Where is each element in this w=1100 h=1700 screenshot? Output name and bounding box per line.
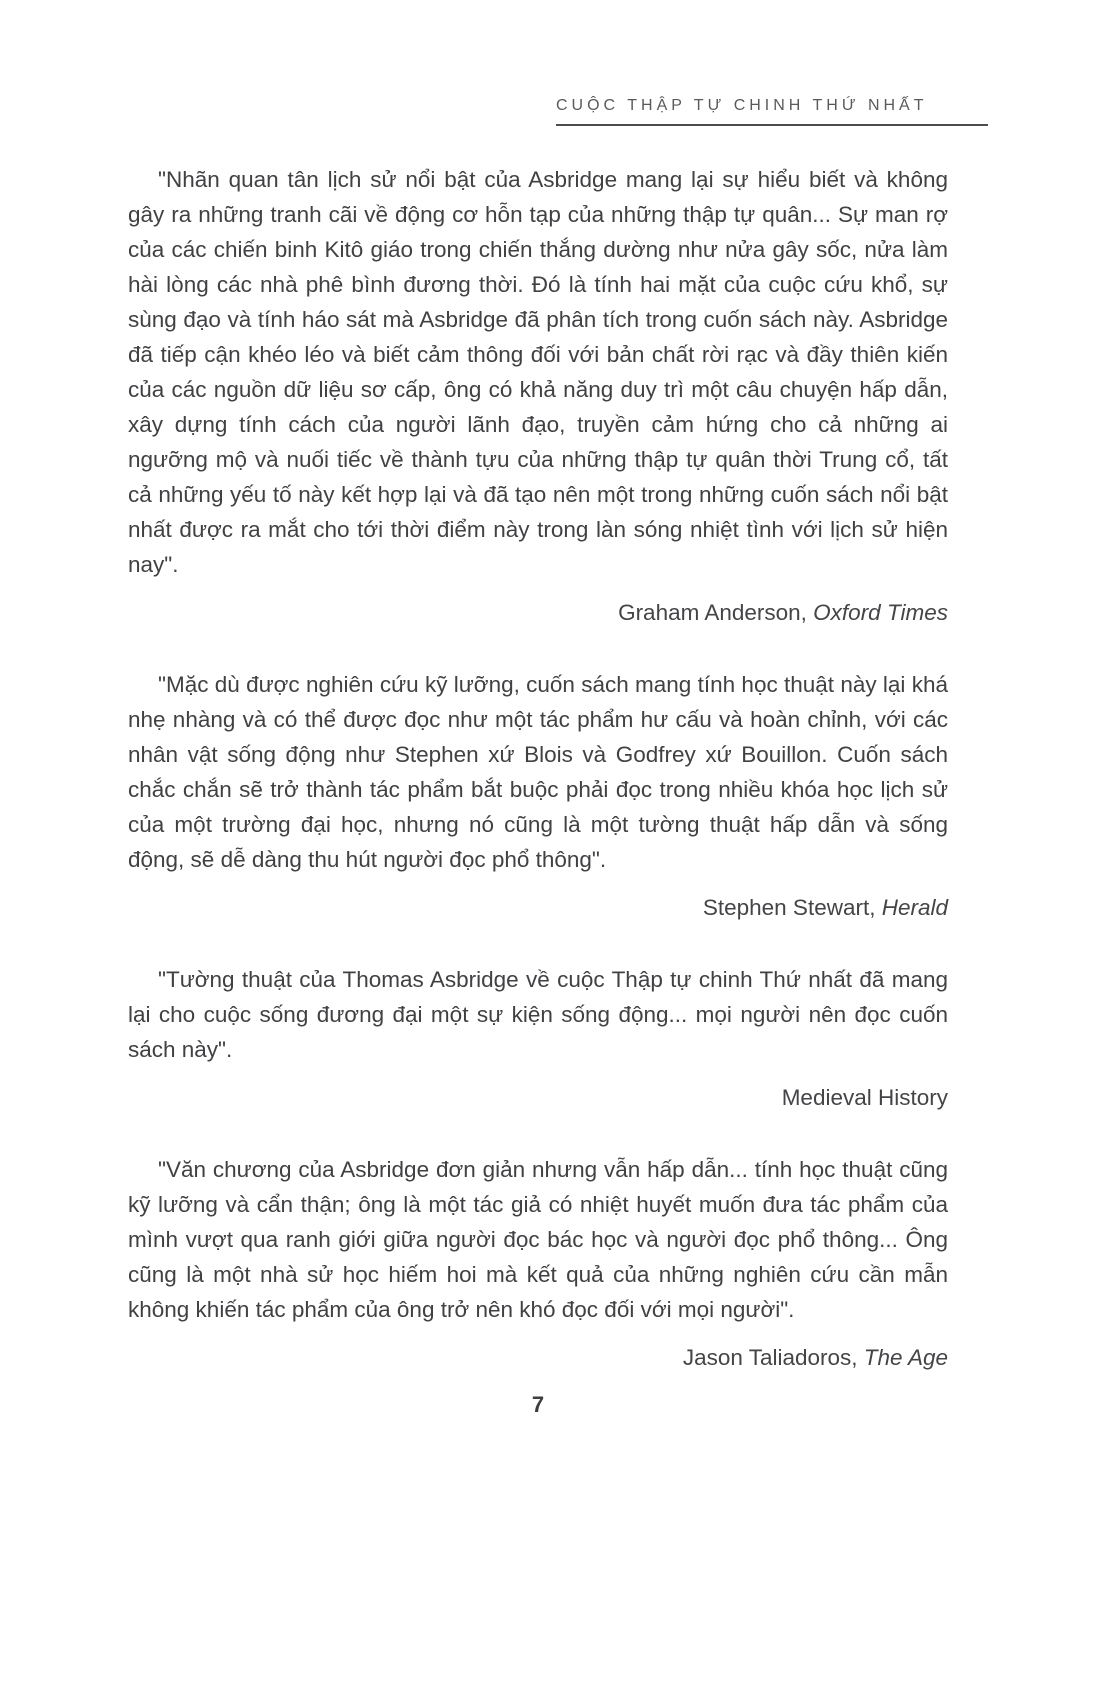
quote-text: "Văn chương của Asbridge đơn giản nhưng vẫn hấp dẫn... tính học thuật cũng kỹ lưỡng và cẩn thận; ông là một tác giả có nhiệt huyết muốn đưa tác phẩm của mình vượt qua ranh giới giữa người đọc bác học và người đọc phổ thông... Ông cũng là một nhà sử học hiếm hoi mà kết quả của những nghiên cứu cần mẫn không khiến tác phẩm của ông trở nên khó đọc đối với mọi người". bbox=[128, 1157, 948, 1322]
attribution-name: Medieval History bbox=[781, 1085, 948, 1110]
quote-text: "Tường thuật của Thomas Asbridge về cuộc Thập tự chinh Thứ nhất đã mang lại cho cuộc sống đương đại một sự kiện sống động... mọi người nên đọc cuốn sách này". bbox=[128, 967, 948, 1062]
page-number: 7 bbox=[531, 1392, 545, 1417]
praise-quotes-section bbox=[128, 162, 948, 1412]
quote-attribution bbox=[128, 890, 948, 925]
quote-block bbox=[128, 962, 948, 1115]
quote-text: "Nhãn quan tân lịch sử nổi bật của Asbridge mang lại sự hiểu biết và không gây ra những tranh cãi về động cơ hỗn tạp của những thập tự quân... Sự man rợ của các chiến binh Kitô giáo trong chiến thắng dường như nửa gây sốc, nửa làm hài lòng các nhà phê bình đương thời. Đó là tính hai mặt của cuộc cứu khổ, sự sùng đạo và tính háo sát mà Asbridge đã phân tích trong cuốn sách này. Asbridge đã tiếp cận khéo léo và biết cảm thông đối với bản chất rời rạc và đầy thiên kiến của các nguồn dữ liệu sơ cấp, ông có khả năng duy trì một câu chuyện hấp dẫn, xây dựng tính cách của người lãnh đạo, truyền cảm hứng cho cả những ai ngưỡng mộ và nuối tiếc về thành tựu của những thập tự quân thời Trung cổ, tất cả những yếu tố này kết hợp lại và đã tạo nên một trong những cuốn sách nổi bật nhất được ra mắt cho tới thời điểm này trong làn sóng nhiệt tình với lịch sử hiện nay". bbox=[128, 167, 948, 577]
quote-block bbox=[128, 667, 948, 925]
quote-attribution bbox=[128, 595, 948, 630]
quote-block bbox=[128, 1152, 948, 1375]
quote-text: "Mặc dù được nghiên cứu kỹ lưỡng, cuốn sách mang tính học thuật này lại khá nhẹ nhàng và có thể được đọc như một tác phẩm hư cấu và hoàn chỉnh, với các nhân vật sống động như Stephen xứ Blois và Godfrey xứ Bouillon. Cuốn sách chắc chắn sẽ trở thành tác phẩm bắt buộc phải đọc trong nhiều khóa học lịch sử của một trường đại học, nhưng nó cũng là một tường thuật hấp dẫn và sống động, sẽ dễ dàng thu hút người đọc phổ thông". bbox=[128, 672, 948, 872]
attribution-source: The Age bbox=[863, 1345, 948, 1370]
quote-block bbox=[128, 162, 948, 630]
attribution-source: Oxford Times bbox=[813, 600, 948, 625]
running-header bbox=[556, 97, 988, 126]
running-header-title: CUỘC THẬP TỰ CHINH THỨ NHẤT bbox=[556, 97, 928, 114]
attribution-source: Herald bbox=[881, 895, 948, 920]
quote-attribution bbox=[128, 1340, 948, 1375]
attribution-name: Stephen Stewart, bbox=[702, 895, 882, 920]
quote-attribution bbox=[128, 1080, 948, 1115]
attribution-name: Graham Anderson, bbox=[618, 600, 814, 625]
attribution-name: Jason Taliadoros, bbox=[682, 1345, 864, 1370]
